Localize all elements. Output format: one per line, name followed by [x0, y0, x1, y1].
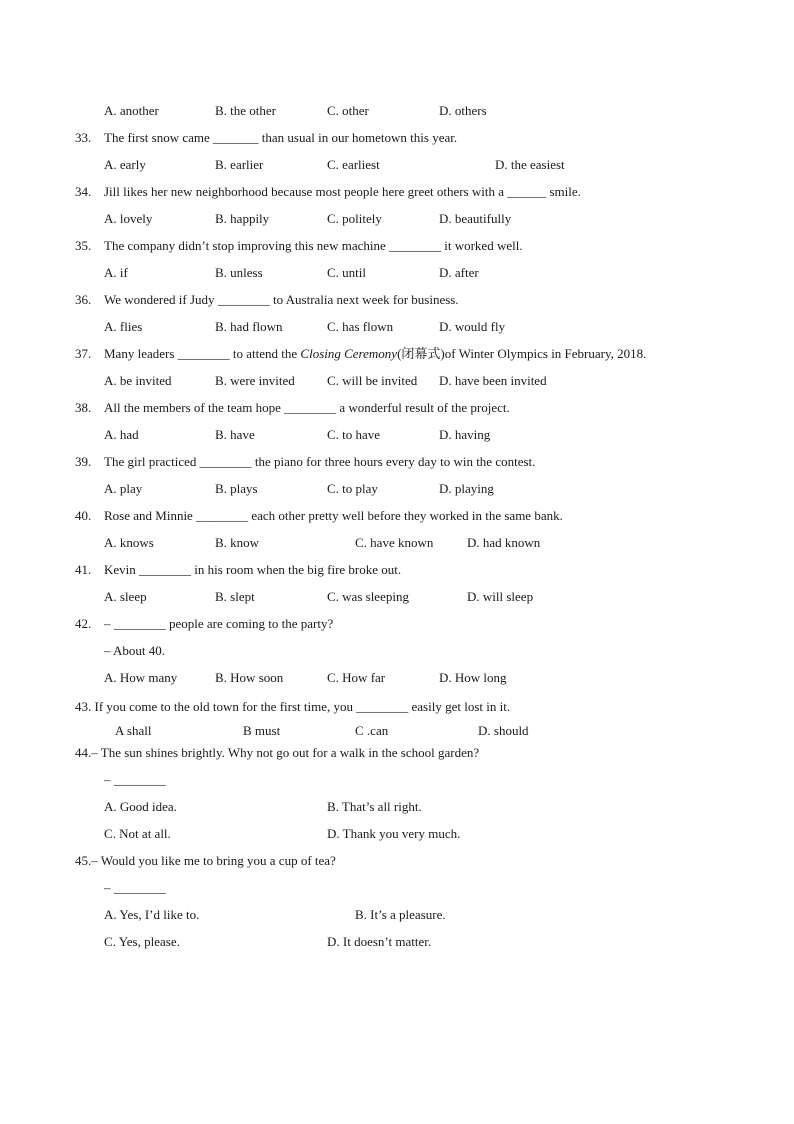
- option-d: D. Thank you very much.: [327, 826, 461, 841]
- question-number: 41.: [75, 562, 92, 577]
- option-c: C. politely: [327, 211, 382, 226]
- option-d: D. had known: [467, 535, 541, 550]
- question-text: Kevin ________ in his room when the big fire broke out.: [104, 562, 402, 577]
- option-c: C. other: [327, 103, 369, 118]
- option-a: A. Yes, I’d like to.: [104, 907, 200, 922]
- answer-blank: – ________: [104, 772, 166, 787]
- option-c: C .can: [355, 723, 389, 738]
- question-number: 39.: [75, 454, 92, 469]
- question-number: 37.: [75, 346, 92, 361]
- option-a: A. had: [104, 427, 139, 442]
- option-d: D. would fly: [439, 319, 506, 334]
- question-36-stem: [75, 292, 459, 308]
- question-number: 38.: [75, 400, 92, 415]
- question-text: The company didn’t stop improving this new machine ________ it worked well.: [104, 238, 523, 253]
- question-38-stem: [75, 400, 510, 416]
- question-42-answer: – About 40.: [104, 643, 166, 658]
- question-text: We wondered if Judy ________ to Australia next week for business.: [104, 292, 459, 307]
- question-text: Many leaders ________ to attend the: [104, 346, 301, 361]
- option-d: D. after: [439, 265, 479, 280]
- option-c: C. to play: [327, 481, 378, 496]
- option-a: A. sleep: [104, 589, 147, 604]
- option-a: A. another: [104, 103, 159, 118]
- question-number: 33.: [75, 130, 92, 145]
- question-text-italic: Closing Ceremony: [300, 346, 398, 361]
- question-40-stem: [75, 508, 563, 524]
- question-number: 36.: [75, 292, 92, 307]
- option-c: C. How far: [327, 670, 386, 685]
- option-b: B. had flown: [215, 319, 283, 334]
- option-c: C. Not at all.: [104, 826, 171, 841]
- option-b: B. That’s all right.: [327, 799, 422, 814]
- option-d: D. will sleep: [467, 589, 534, 604]
- option-a: A shall: [115, 723, 152, 738]
- option-b: B. It’s a pleasure.: [355, 907, 446, 922]
- option-c: C. earliest: [327, 157, 380, 172]
- option-c: C. was sleeping: [327, 589, 409, 604]
- option-c: C. has flown: [327, 319, 394, 334]
- option-a: A. if: [104, 265, 128, 280]
- option-a: A. play: [104, 481, 143, 496]
- answer-blank: – ________: [104, 880, 166, 895]
- option-b: B. have: [215, 427, 255, 442]
- option-a: A. be invited: [104, 373, 172, 388]
- option-c: C. until: [327, 265, 367, 280]
- question-text-tail: (闭幕式)of Winter Olympics in February, 2018.: [397, 346, 647, 361]
- question-39-stem: [75, 454, 535, 470]
- option-a: A. early: [104, 157, 146, 172]
- question-43-stem: 43. If you come to the old town for the first time, you ________ easily get lost in it.: [75, 699, 511, 714]
- question-34-stem: [75, 184, 581, 200]
- option-c: C. will be invited: [327, 373, 418, 388]
- question-number: 40.: [75, 508, 92, 523]
- option-c: C. Yes, please.: [104, 934, 180, 949]
- option-b: B must: [243, 723, 281, 738]
- question-42-stem: [75, 616, 333, 632]
- option-c: C. have known: [355, 535, 434, 550]
- question-text: The girl practiced ________ the piano for three hours every day to win the contest.: [104, 454, 536, 469]
- option-d: D. have been invited: [439, 373, 547, 388]
- option-a: A. lovely: [104, 211, 153, 226]
- option-b: B. know: [215, 535, 260, 550]
- question-text: The first snow came _______ than usual in our hometown this year.: [104, 130, 458, 145]
- option-d: D. It doesn’t matter.: [327, 934, 432, 949]
- option-d: D. others: [439, 103, 487, 118]
- option-b: B. plays: [215, 481, 258, 496]
- option-b: B. unless: [215, 265, 263, 280]
- option-b: B. were invited: [215, 373, 295, 388]
- option-b: B. earlier: [215, 157, 264, 172]
- option-b: B. How soon: [215, 670, 284, 685]
- question-text: – ________ people are coming to the party?: [104, 616, 334, 631]
- option-a: A. How many: [104, 670, 178, 685]
- question-33-stem: [75, 130, 457, 146]
- option-a: A. Good idea.: [104, 799, 177, 814]
- option-a: A. knows: [104, 535, 154, 550]
- question-44-stem: 44.– The sun shines brightly. Why not go out for a walk in the school garden?: [75, 745, 480, 760]
- question-35-stem: [75, 238, 523, 254]
- option-d: D. the easiest: [495, 157, 565, 172]
- option-b: B. the other: [215, 103, 277, 118]
- question-text: Rose and Minnie ________ each other pretty well before they worked in the same bank.: [104, 508, 563, 523]
- question-number: 34.: [75, 184, 92, 199]
- option-b: B. slept: [215, 589, 255, 604]
- option-c: C. to have: [327, 427, 381, 442]
- option-b: B. happily: [215, 211, 270, 226]
- option-d: D. beautifully: [439, 211, 512, 226]
- question-37-stem: [75, 346, 646, 362]
- option-a: A. flies: [104, 319, 143, 334]
- option-d: D. How long: [439, 670, 507, 685]
- option-d: D. playing: [439, 481, 494, 496]
- option-d: D. should: [478, 723, 529, 738]
- question-text: All the members of the team hope ________ a wonderful result of the project.: [104, 400, 510, 415]
- question-text: Jill likes her new neighborhood because most people here greet others with a ______ smile.: [104, 184, 581, 199]
- question-41-stem: [75, 562, 401, 578]
- option-d: D. having: [439, 427, 491, 442]
- question-number: 35.: [75, 238, 92, 253]
- question-number: 42.: [75, 616, 92, 631]
- question-45-stem: 45.– Would you like me to bring you a cup of tea?: [75, 853, 336, 868]
